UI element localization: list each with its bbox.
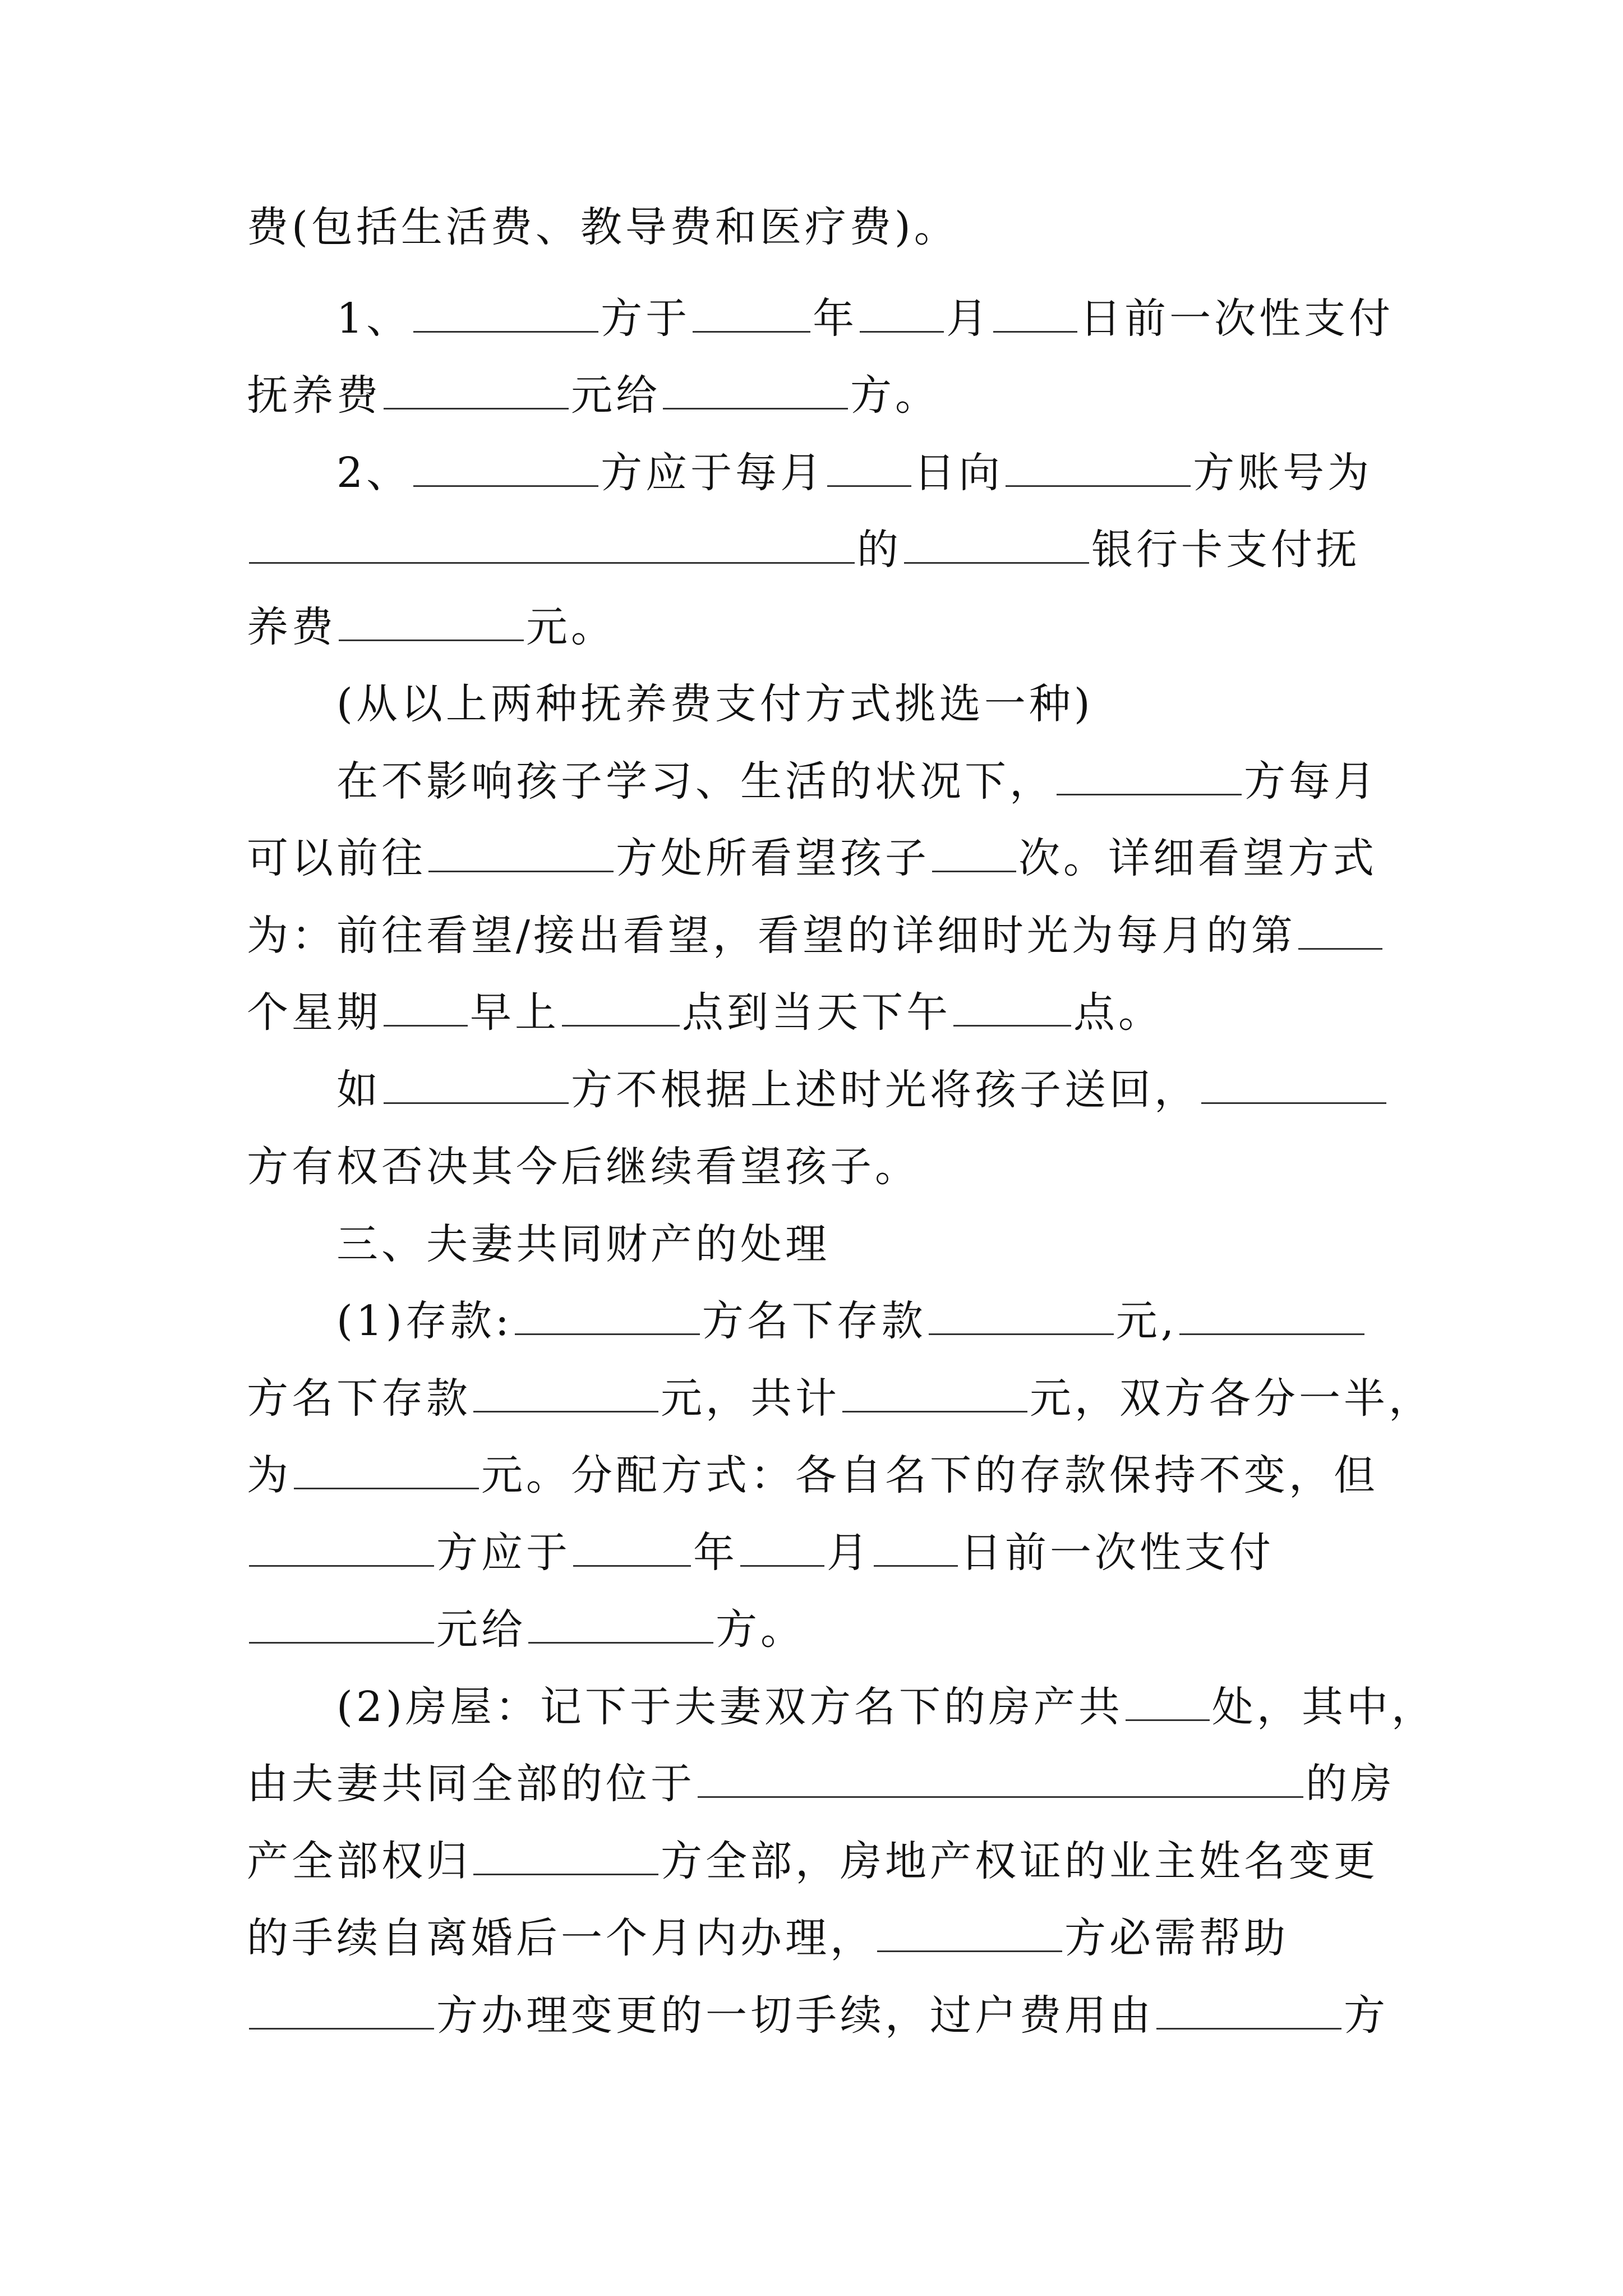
text-line-15	[336, 1293, 1367, 1349]
text-run: 日前一次性支付	[960, 1529, 1274, 1577]
fill-blank[interactable]	[698, 1763, 1303, 1798]
text-run: 方全部，房地产权证的业主姓名变更	[661, 1837, 1378, 1885]
text-run: 日向	[914, 449, 1004, 497]
fill-blank[interactable]	[874, 1531, 958, 1567]
text-run: 方于	[601, 295, 691, 343]
fill-blank[interactable]	[740, 1531, 824, 1567]
fill-blank[interactable]	[528, 1608, 713, 1644]
text-run: 为	[247, 1451, 292, 1499]
fill-blank[interactable]	[929, 1300, 1114, 1335]
text-line-17	[247, 1447, 1378, 1503]
text-run: 为：前往看望/接出看望，看望的详细时光为每月的第	[247, 912, 1296, 960]
text-run: 元。分配方式：各自名下的存款保持不变，但	[481, 1451, 1378, 1499]
text-run: 方每月	[1244, 757, 1378, 806]
text-line-22	[247, 1833, 1378, 1889]
fill-blank[interactable]	[827, 452, 911, 487]
text-run: 年	[813, 295, 858, 343]
text-run: 由夫妻共同全部的位于	[247, 1760, 695, 1808]
fill-blank[interactable]	[1156, 1994, 1341, 2030]
text-line-3	[247, 367, 940, 424]
text-run: 元给	[436, 1605, 526, 1654]
text-run: 方	[1344, 1991, 1389, 2040]
section-heading	[336, 1216, 830, 1272]
fill-blank[interactable]	[1057, 760, 1242, 795]
fill-blank[interactable]	[1006, 452, 1191, 487]
text-line-1	[247, 199, 959, 255]
fill-blank[interactable]	[860, 297, 944, 333]
fill-blank[interactable]	[473, 1840, 658, 1875]
fill-blank[interactable]	[413, 452, 598, 487]
text-run: 日前一次性支付	[1080, 295, 1394, 343]
text-line-6	[247, 599, 616, 655]
fill-blank[interactable]	[1201, 1069, 1386, 1104]
text-line-18	[247, 1525, 1274, 1581]
text-run: 方必需帮助	[1064, 1914, 1289, 1962]
fill-blank[interactable]	[842, 1377, 1027, 1412]
text-run: 方办理变更的一切手续，过户费用由	[436, 1991, 1154, 2040]
fill-blank[interactable]	[339, 606, 524, 641]
fill-blank[interactable]	[515, 1300, 700, 1335]
text-run: 月	[827, 1529, 872, 1577]
text-run: 的手续自离婚后一个月内办理，	[247, 1914, 875, 1962]
text-run: 方名下存款	[702, 1297, 926, 1345]
fill-blank[interactable]	[1179, 1300, 1364, 1335]
text-run: 月	[946, 295, 992, 343]
text-line-20	[336, 1679, 1436, 1735]
text-line-7	[336, 676, 1094, 732]
text-line-21	[247, 1756, 1395, 1812]
text-line-9	[247, 830, 1377, 886]
fill-blank[interactable]	[953, 991, 1071, 1027]
text-run: (从以上两种抚养费支付方式挑选一种)	[336, 680, 1094, 728]
text-run: 年	[693, 1529, 738, 1577]
text-run: 的房	[1306, 1760, 1395, 1808]
text-run: 1、	[336, 295, 412, 343]
fill-blank[interactable]	[249, 1608, 434, 1644]
fill-blank[interactable]	[663, 374, 848, 409]
text-run: 方。	[850, 371, 940, 420]
text-run: 在不影响孩子学习、生活的状况下，	[336, 757, 1054, 806]
text-line-5	[247, 522, 1361, 578]
text-line-13	[247, 1139, 920, 1195]
fill-blank[interactable]	[249, 528, 855, 564]
text-run: 早上	[470, 988, 560, 1037]
text-run: 方名下存款	[247, 1374, 471, 1423]
fill-blank[interactable]	[573, 1531, 691, 1567]
text-run: 点。	[1073, 988, 1163, 1037]
fill-blank[interactable]	[932, 837, 1016, 872]
text-run: 元给	[571, 371, 661, 420]
fill-blank[interactable]	[993, 297, 1077, 333]
text-run: 如	[336, 1066, 381, 1114]
text-run: 养费	[247, 603, 336, 651]
fill-blank[interactable]	[384, 991, 468, 1027]
fill-blank[interactable]	[413, 297, 598, 333]
text-run: 方处所看望孩子	[616, 834, 930, 882]
text-line-19	[247, 1602, 805, 1658]
fill-blank[interactable]	[877, 1917, 1062, 1952]
text-run: 三、夫妻共同财产的处理	[336, 1220, 830, 1268]
text-line-2	[336, 291, 1394, 347]
text-run: 元。	[526, 603, 616, 651]
text-run: 2、	[336, 449, 412, 497]
text-run: 产全部权归	[247, 1837, 471, 1885]
text-run: 元，共计	[661, 1374, 840, 1423]
text-run: 方应于	[436, 1529, 571, 1577]
text-run: 可以前往	[247, 834, 426, 882]
text-run: 元,	[1115, 1297, 1178, 1345]
text-run: 元，双方各分一半，	[1030, 1374, 1433, 1423]
text-run: (2)房屋：记下于夫妻双方名下的房产共	[336, 1683, 1123, 1731]
fill-blank[interactable]	[1126, 1686, 1210, 1721]
text-run: 银行卡支付抚	[1091, 526, 1361, 574]
text-run: 抚养费	[247, 371, 381, 420]
text-run: 个星期	[247, 988, 381, 1037]
text-run: 点到当天下午	[682, 988, 951, 1037]
fill-blank[interactable]	[249, 1994, 434, 2030]
text-run: 方应于每月	[601, 449, 826, 497]
fill-blank[interactable]	[384, 1069, 569, 1104]
text-line-16	[247, 1370, 1433, 1427]
text-line-8	[336, 753, 1378, 809]
fill-blank[interactable]	[904, 528, 1089, 564]
text-run: 方不根据上述时光将孩子送回，	[571, 1066, 1199, 1114]
text-run: (1)存款:	[336, 1297, 513, 1345]
fill-blank[interactable]	[562, 991, 680, 1027]
text-run: 方有权否决其今后继续看望孩子。	[247, 1143, 920, 1191]
fill-blank[interactable]	[294, 1454, 479, 1489]
text-run: 方账号为	[1193, 449, 1373, 497]
text-line-4	[336, 445, 1372, 501]
text-line-10	[247, 908, 1385, 964]
fill-blank[interactable]	[428, 837, 614, 872]
text-run: 方。	[716, 1605, 805, 1654]
text-run: 次。详细看望方式	[1018, 834, 1377, 882]
fill-blank[interactable]	[1298, 914, 1382, 950]
text-line-12	[336, 1062, 1389, 1118]
text-run: 的	[857, 526, 902, 574]
fill-blank[interactable]	[249, 1531, 434, 1567]
fill-blank[interactable]	[384, 374, 569, 409]
fill-blank[interactable]	[473, 1377, 658, 1412]
fill-blank[interactable]	[693, 297, 810, 333]
text-line-24	[247, 1987, 1389, 2044]
text-run: 费(包括生活费、教导费和医疗费)。	[247, 203, 959, 251]
text-line-11	[247, 984, 1163, 1041]
text-run: 处，其中，	[1211, 1683, 1436, 1731]
text-line-23	[247, 1910, 1289, 1966]
